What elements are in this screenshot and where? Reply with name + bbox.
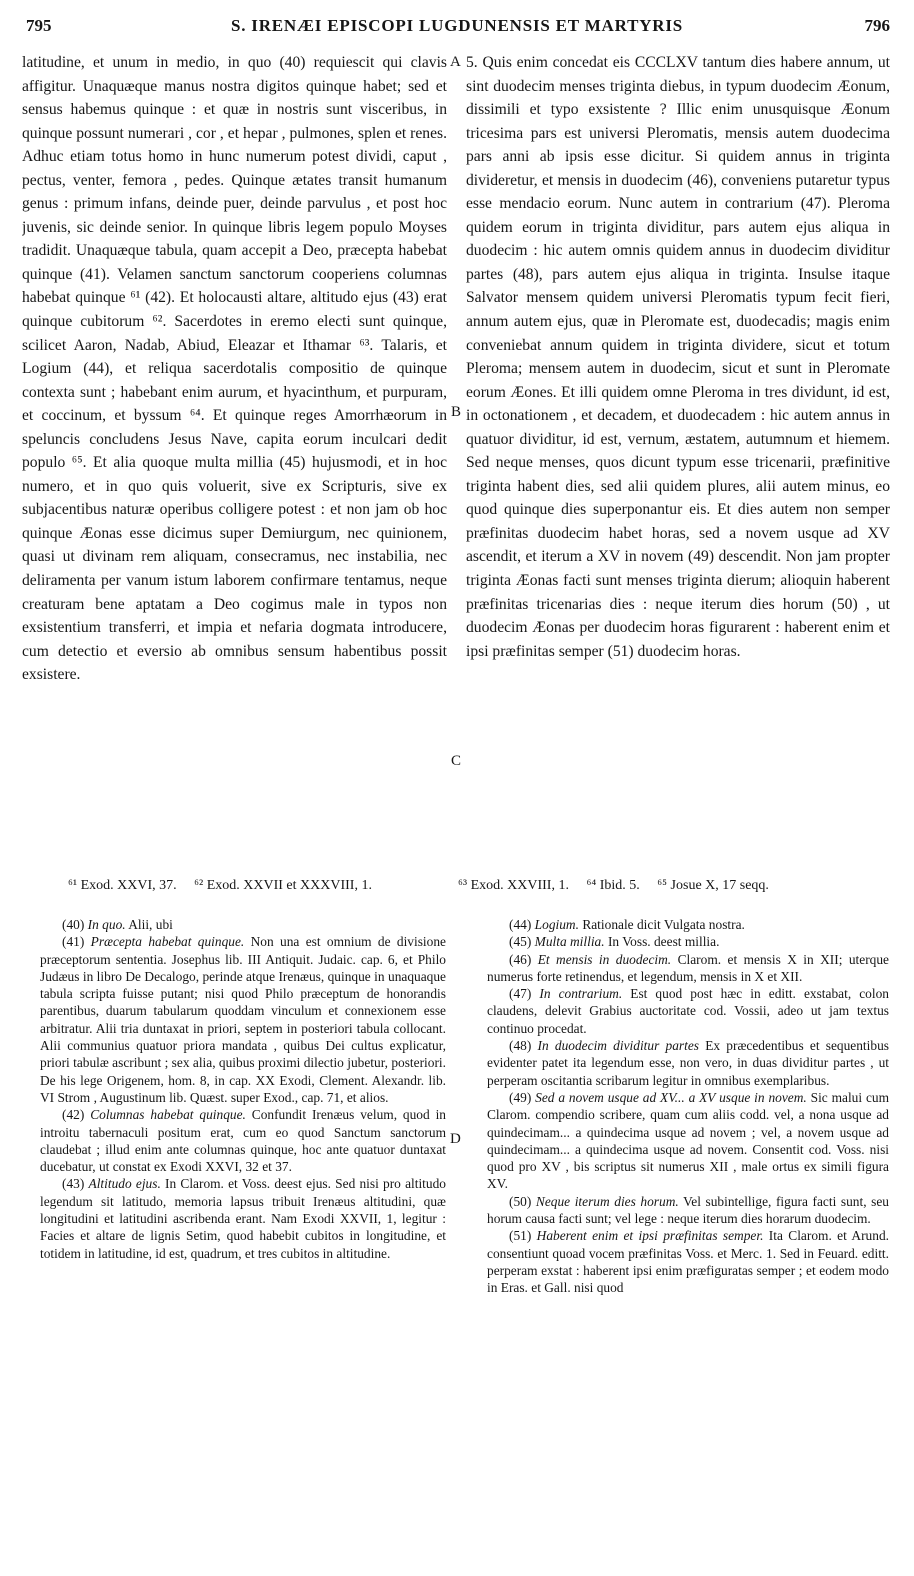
text-span: Haberent enim et ipsi præfinitas semper.	[536, 1228, 764, 1244]
text-span: Rationale dicit Vulgata nostra.	[582, 917, 745, 932]
margin-letter-c: C	[451, 753, 462, 769]
text-span: (46)	[509, 951, 532, 967]
note	[487, 933, 889, 950]
notes-right-column	[487, 916, 889, 1297]
text-span: (44)	[509, 917, 532, 932]
text-span: Clarom. et mensis X in XII; uterque numerus forte retinendus, et legendum, mensis in X et XII.	[487, 951, 889, 984]
footnote: ⁶³ Exod. XXVIII, 1.	[458, 878, 569, 893]
text-span: Sic malui cum Clarom. compendio scribere, quam cum aliis codd. vel, a nona usque ad quindecimam... a quindecima usque ad novem ; vel, a novem usque ad quindecimam... a quindecima usque ad novem. Consentit cod. Voss. nisi quod pro XV , bis scriptus sit numerus XII , male ortus ex simili figura XV.	[487, 1089, 889, 1192]
text-span: Alii, ubi	[128, 917, 173, 932]
footnotes-left	[68, 878, 386, 894]
main-paragraph: latitudine, et unum in medio, in quo (40) requiescit qui clavis affigitur. Unaquæque manus nostra digitos quinque habet; sed et sensus habemus quinque : et quæ in nostris sunt visceribus, in quinque possunt numerari , cor , et hepar , pulmones, splen et renes. Adhuc etiam totus homo in hunc numerum potest dividi, caput , pectus, venter, femora , pedes. Quinque ætates transit humanum genus : primum infans, deinde puer, deinde parvulus , et post hoc juvenis, sic deinde senior. In quinque libris legem populo Moyses tradidit. Unaquæque tabula, quam accepit a Deo, præcepta habebat quinque (41). Velamen sanctum sanctorum cooperiens columnas habebat quinque ⁶¹ (42). Et holocausti altare, altitudo ejus (43) erat quinque cubitorum ⁶². Sacerdotes in eremo electi sunt quinque, scilicet Aaron, Nadab, Abiud, Eleazar et Ithamar ⁶³. Talaris, et Logium (44), et reliqua sacerdotalis compositio de quinque contexta sunt ; habebant enim aurum, et hyacinthum, et purpuram, et coccinum, et byssum ⁶⁴. Et quinque reges Amorrhæorum in speluncis concludens Jesus Nave, capita eorum inculcari dedit populo ⁶⁵. Et alia quoque multa millia (45) hujusmodi, et in hoc numero, et in quo quis voluerit, sive ex Scripturis, sive ex subjacentibus naturæ operibus colligere potest : et non jam ob hoc quinque Æonas esse dicimus super Demiurgum, nec quinionem, quasi ut divinam rem aliquam, consecramus, nec instabilia, nec deliramenta per vanum istum laborem confirmare tentamus, neque creaturam bene aptatam a Deo cogimus male in typos non exsistentium transferri, et impia et nefaria dogmata introducere, cum detectio et eversio ab omnibus sensum habentibus possit exsistere.	[22, 54, 447, 684]
note	[487, 1037, 889, 1089]
running-header	[22, 16, 892, 42]
text-span: (47)	[509, 986, 532, 1002]
text-span: In duodecim dividitur partes	[537, 1038, 699, 1054]
text-span: Ex præcedentibus et sequentibus evidenter patet ita legendum esse, non vero, in duas dividitur partes , ut perperam oscitantia scribarum legitur in omnibus exemplaribus.	[487, 1038, 889, 1088]
note	[487, 916, 889, 933]
note	[487, 1089, 889, 1193]
text-span: Columnas habebat quinque.	[90, 1107, 246, 1123]
text-span: Confundit Irenæus velum, quod in introitu tabernaculi positum erat, cum eo quod Sanctum sanctorum claudebat ; illud enim ante columnas quinque, hoc ante quatuor duntaxat ducebatur, ut constat ex Exodi XXVI, 32 et 37.	[40, 1107, 446, 1175]
main-paragraph: 5. Quis enim concedat eis CCCLXV tantum dies habere annum, ut sint duodecim menses triginta diebus, in typum duodecim Æonum, dissimili et typo exsistente ? Illic enim unusquisque Æonum tricesima pars est universi Pleromatis, mensis autem duodecima pars anni ab ipsis esse dicitur. Si quidem annus in triginta divideretur, et mensis in duodecim (46), conveniens putaretur typus esse mendacio eorum. Nunc autem in contrarium (47). Pleroma quidem eorum in triginta dividitur, pars autem ejus aliqua in duodecim : hic autem omnis quidem annus in duodecim dividitur partes (48), pars autem ejus aliqua in triginta. Insulse itaque Salvator mensem quidem universi Pleromatis typum fecit fieri, annum autem ejus, quæ in Pleromate est, duodecadis; magis enim conveniebat annum quidem in triginta dividere, sicut et totum Pleroma; mensem autem in duodecim, sicut et sunt in Pleromate eorum Æones. Et illi quidem omne Pleroma in tres dividunt, id est, in octonationem , et decadem, et duodecadem : hic autem annus in quatuor dividitur, id est, vernum, æstatem, autumnum et hiemem. Sed neque menses, quos dicunt typum esse tricenarii, præfinitive triginta habent dies, sed alii quidem plures, alii autem minus, eo quod quinque dies superponantur eis. Et dies autem non semper præfinitas duodecim habet horas, sed a novem usque ad XV ascendit, et iterum a XV in novem (49) descendit. Non jam propter triginta Æonas facti sunt menses triginta dierum; alioquin haberent præfinitas tricenarias dies : neque iterum dies horum (50) , ut duodecim Æonas per duodecim horas figurarent : haberent enim et ipsi præfinitas semper (51) duodecim horas.	[466, 54, 890, 660]
text-span: Altitudo ejus.	[88, 1176, 161, 1192]
footnote: ⁶⁵ Josue X, 17 seqq.	[657, 878, 769, 893]
margin-letter-b: B	[451, 404, 462, 420]
note	[487, 1227, 889, 1296]
note	[40, 933, 446, 1106]
text-span: Logium.	[534, 917, 579, 932]
footnote: ⁶¹ Exod. XXVI, 37.	[68, 878, 177, 893]
text-span: Est quod post hæc in editt. exstabat, colon claudens, delevit Grabius auctoritate cod. Vossii, adeo ut jam textus continuo procedat.	[487, 986, 889, 1036]
page-number-right: 796	[864, 16, 890, 35]
text-span: (40)	[62, 917, 85, 932]
text-span: (48)	[509, 1038, 532, 1054]
text-span: (43)	[62, 1176, 85, 1192]
main-text-right-column	[466, 51, 890, 663]
text-span: (51)	[509, 1228, 532, 1244]
text-span: (42)	[62, 1107, 85, 1123]
text-span: In Voss. deest millia.	[607, 934, 720, 950]
note	[487, 1193, 889, 1228]
text-span: Sed a novem usque ad XV... a XV usque in novem.	[535, 1089, 807, 1105]
text-span: (50)	[509, 1193, 532, 1209]
main-text-left-column	[22, 51, 447, 687]
margin-letter-d: D	[450, 1131, 461, 1147]
note	[40, 916, 446, 933]
footnote: ⁶⁴ Ibid. 5.	[586, 878, 640, 893]
text-span: In Clarom. et Voss. deest ejus. Sed nisi pro altitudo legendum sit latitudo, memoria lapsus tribuit Irenæus altitudini, quæ longitudini et latitudini ascribenda erant. Nam Exodi XXVII, 1, legitur : Facies et altare de lignis Setim, quod habebit cubitos in longitudine, et totidem in latitudine, id est, quadrum, et tres cubitos in altitudine.	[40, 1176, 446, 1261]
notes-left-column	[40, 916, 446, 1262]
text-span: (49)	[509, 1089, 532, 1105]
text-span: Multa millia.	[534, 934, 605, 950]
footnote: ⁶² Exod. XXVII et XXXVIII, 1.	[194, 878, 372, 893]
text-span: In quo.	[87, 917, 126, 932]
text-span: In contrarium.	[539, 986, 623, 1002]
text-span: Et mensis in duodecim.	[537, 951, 672, 967]
margin-letter-a: A	[450, 54, 461, 70]
note	[40, 1106, 446, 1175]
note	[487, 985, 889, 1037]
running-title: S. IRENÆI EPISCOPI LUGDUNENSIS ET MARTYRIS	[230, 16, 684, 35]
page-number-left: 795	[26, 16, 52, 35]
text-span: Præcepta habebat quinque.	[90, 934, 245, 950]
footnotes-right	[458, 878, 783, 894]
text-span: Neque iterum dies horum.	[535, 1193, 679, 1209]
note	[40, 1175, 446, 1261]
text-span: (41)	[62, 934, 85, 950]
text-span: Vel subintellige, figura facti sunt, seu horum causa facti sunt; vel lege : neque iterum dies horarum duodecim.	[487, 1193, 889, 1227]
text-span: Ita Clarom. et Arund. consentiunt quoad vocem præfinitas Voss. et Merc. 1. Sed in Feuard. editt. perperam exstat : haberent ipsi enim præfiguratas semper ; et eodem modo in Eras. et Gall. nisi quod	[487, 1228, 889, 1296]
text-span: Non una est omnium de divisione præceptorum sententia. Josephus lib. III Antiquit. Judaic. cap. 6, et Philo Judæus in libro De Decalogo, perinde atque Irenæus, quinque in unaquaque tabula scripta fuisse putant; nisi quod Philo præceptum de honorandis parentibus, duarum tabularum quoddam vinculum et connexionem esse arbitratur. Alii tria duntaxat in priori, septem in posteriori tabula collocant. Alii communius quatuor priora mandata , quibus Dei cultus explicatur, priori tabulæ ascribunt ; sex alia, quibus proximi dilectio jubetur, posteriori. De his lege Origenem, hom. 8, in cap. XX Exodi, Clement. Alexandr. lib. VI Strom , Augustinum lib. Quæst. super Exod., cap. 71, et alios.	[40, 934, 446, 1105]
note	[487, 951, 889, 986]
text-span: (45)	[509, 934, 532, 950]
